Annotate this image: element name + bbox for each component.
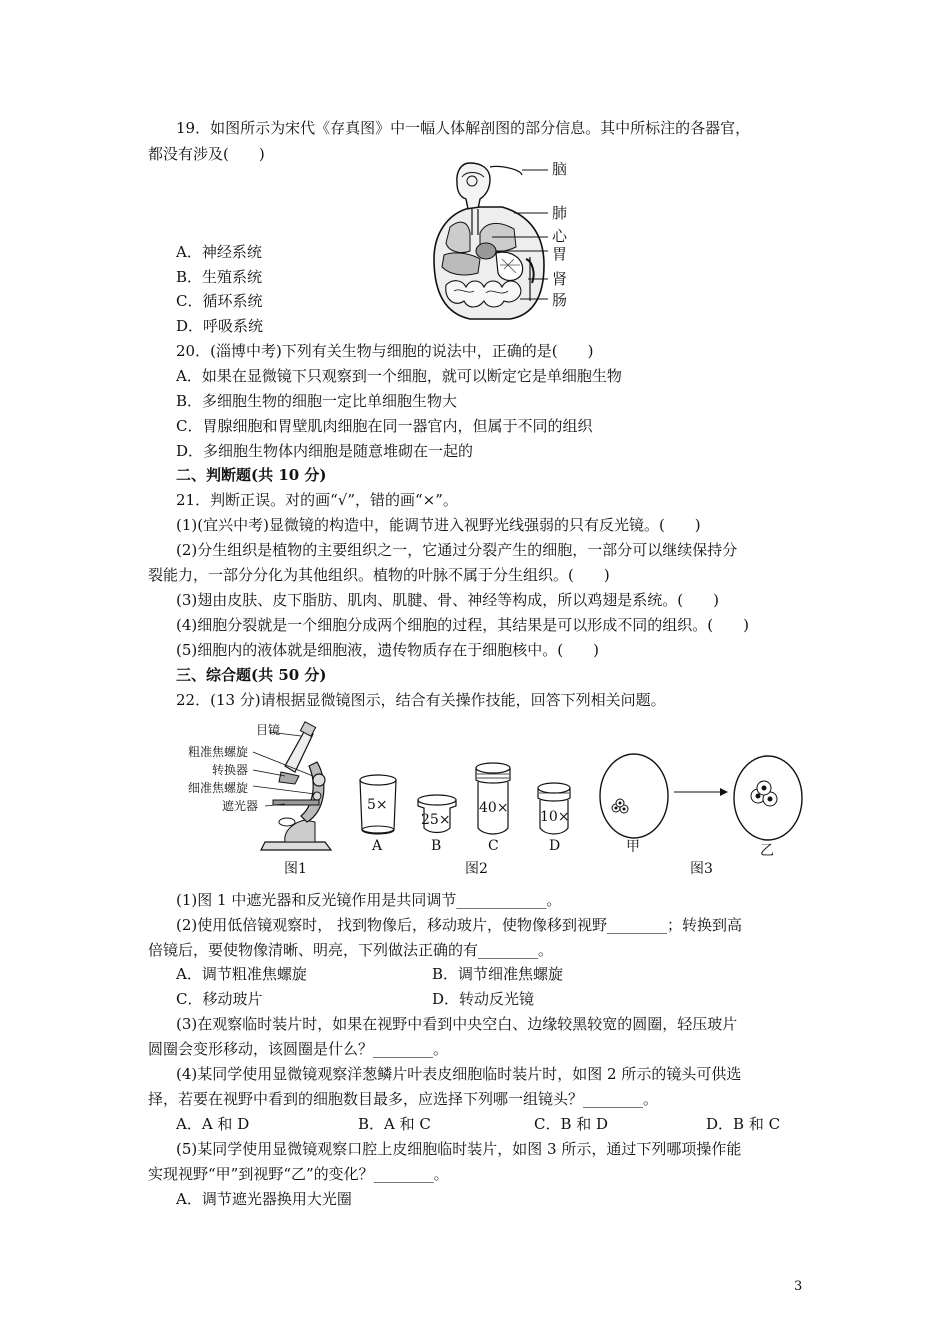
microscope-figure [255, 722, 345, 857]
q22-part5-line1: (5)某同学使用显微镜观察口腔上皮细胞临时装片，如图 3 所示，通过下列哪项操作能 [176, 1140, 742, 1158]
q22-part4-line2: 择，若要在视野中看到的细胞数目最多，应选择下列哪一组镜头？________。 [148, 1090, 659, 1108]
anatomy-figure [430, 155, 550, 325]
q22-part2-option-b: B．调节细准焦螺旋 [432, 965, 564, 983]
section-heading-judgement: 二、判断题(共 10 分) [176, 466, 327, 484]
lens-b-magnification: 25× [421, 812, 451, 828]
label-brain: 脑 [552, 160, 568, 178]
q21-item2-line2: 裂能力，一部分分化为其他组织。植物的叶脉不属于分生组织。( ) [148, 566, 610, 584]
q21-item2-line1: (2)分生组织是植物的主要组织之一，它通过分裂产生的细胞，一部分可以继续保持分 [176, 541, 738, 559]
q20-stem: 20．(淄博中考)下列有关生物与细胞的说法中，正确的是( ) [176, 342, 594, 360]
q22-stem: 22．(13 分)请根据显微镜图示，结合有关操作技能，回答下列相关问题。 [176, 691, 666, 709]
field-of-view-diagram [598, 752, 818, 842]
q22-part2-option-d: D．转动反光镜 [432, 990, 535, 1008]
lens-b-letter: B [431, 838, 442, 854]
q22-part2-line2: 倍镜后，要使物像清晰、明亮，下列做法正确的有________。 [148, 941, 554, 959]
q22-part5-line2: 实现视野“甲”到视野“乙”的变化？________。 [148, 1165, 449, 1183]
q22-part3-line2: 圆圈会变形移动，该圆圈是什么？________。 [148, 1040, 449, 1058]
label-diaphragm: 遮光器 [222, 799, 259, 813]
lens-c-magnification: 40× [479, 800, 509, 816]
q19-stem-line2: 都没有涉及( ) [148, 145, 265, 163]
label-intestine: 肠 [552, 291, 568, 309]
q22-part4-option-b: B．A 和 C [358, 1115, 431, 1133]
q22-part2-option-a: A．调节粗准焦螺旋 [176, 965, 307, 983]
label-kidney: 肾 [552, 270, 568, 288]
q20-option-a: A．如果在显微镜下只观察到一个细胞，就可以断定它是单细胞生物 [176, 367, 622, 385]
lens-c-letter: C [488, 838, 499, 854]
fig3-caption: 图3 [690, 861, 713, 877]
q21-item4: (4)细胞分裂就是一个细胞分成两个细胞的过程，其结果是可以形成不同的组织。( ) [176, 616, 749, 634]
section-heading-comprehensive: 三、综合题(共 50 分) [176, 666, 327, 684]
lens-d-letter: D [549, 838, 561, 854]
q19-stem-line1: 19．如图所示为宋代《存真图》中一幅人体解剖图的部分信息。其中所标注的各器官， [176, 119, 751, 137]
lens-d-magnification: 10× [540, 809, 570, 825]
field-label-yi: 乙 [760, 843, 774, 859]
q19-option-a: A．神经系统 [176, 243, 262, 261]
q19-option-d: D．呼吸系统 [176, 317, 264, 335]
label-coarse-focus: 粗准焦螺旋 [188, 745, 249, 759]
field-label-jia: 甲 [626, 839, 640, 855]
q19-option-b: B．生殖系统 [176, 268, 263, 286]
q22-part2-line1: (2)使用低倍镜观察时， 找到物像后，移动玻片，使物像移到视野________；转换到高 [176, 916, 743, 934]
q20-option-c: C．胃腺细胞和胃壁肌肉细胞在同一器官内，但属于不同的组织 [176, 417, 593, 435]
q22-part3-line1: (3)在观察临时装片时，如果在视野中看到中央空白、边缘较黑较宽的圆圈，轻压玻片 [176, 1015, 738, 1033]
page-number: 3 [794, 1279, 803, 1294]
q19-option-c: C．循环系统 [176, 292, 263, 310]
q20-option-d: D．多细胞生物体内细胞是随意堆砌在一起的 [176, 442, 474, 460]
label-eyepiece: 目镜 [256, 723, 281, 737]
q22-part4-option-a: A．A 和 D [176, 1115, 250, 1133]
q21-item1: (1)(宜兴中考)显微镜的构造中，能调节进入视野光线强弱的只有反光镜。( ) [176, 516, 701, 534]
q20-option-b: B．多细胞生物的细胞一定比单细胞生物大 [176, 392, 458, 410]
lens-a-letter: A [372, 838, 383, 854]
q22-part5-option-a: A．调节遮光器换用大光圈 [176, 1190, 352, 1208]
q22-part1: (1)图 1 中遮光器和反光镜作用是共同调节____________。 [176, 891, 562, 909]
q21-item5: (5)细胞内的液体就是细胞液，遗传物质存在于细胞核中。( ) [176, 641, 599, 659]
fig1-caption: 图1 [284, 861, 307, 877]
lens-a-magnification: 5× [367, 797, 388, 813]
q21-stem: 21．判断正误。对的画“√”，错的画“×”。 [176, 491, 458, 509]
q22-part2-option-c: C．移动玻片 [176, 990, 263, 1008]
label-lung: 肺 [552, 204, 568, 222]
fig2-caption: 图2 [465, 861, 488, 877]
label-fine-focus: 细准焦螺旋 [188, 781, 249, 795]
q22-part4-option-d: D．B 和 C [706, 1115, 781, 1133]
label-heart: 心 [552, 227, 568, 245]
q22-part4-line1: (4)某同学使用显微镜观察洋葱鳞片叶表皮细胞临时装片时，如图 2 所示的镜头可供选 [176, 1065, 742, 1083]
label-nosepiece: 转换器 [212, 763, 249, 777]
q21-item3: (3)翅由皮肤、皮下脂肪、肌肉、肌腱、骨、神经等构成，所以鸡翅是系统。( ) [176, 591, 719, 609]
label-stomach: 胃 [552, 245, 568, 263]
q22-part4-option-c: C．B 和 D [534, 1115, 609, 1133]
